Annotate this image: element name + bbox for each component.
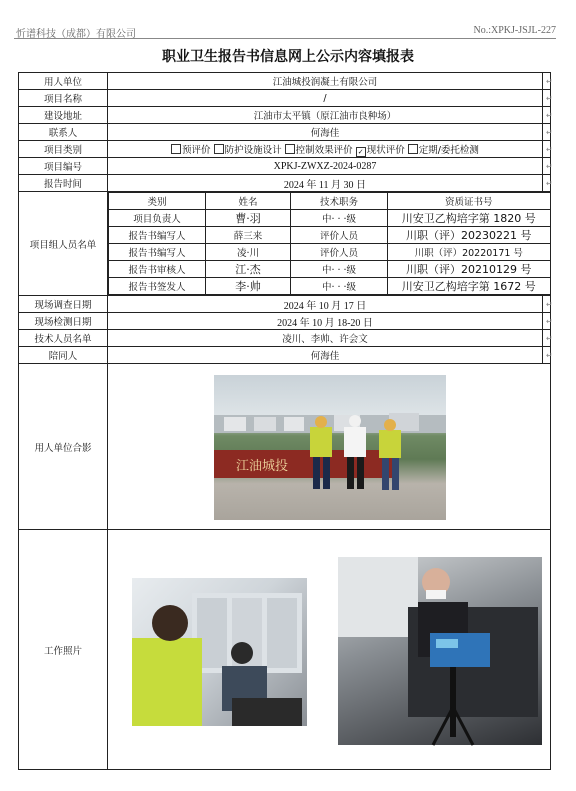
label-work-photo: 工作照片 — [19, 530, 108, 770]
group-photo — [214, 375, 446, 520]
value-escort: 何海佳 — [108, 347, 543, 364]
cell-mark: ↵ — [543, 90, 551, 107]
row-technicians — [19, 330, 551, 347]
staff-title: 评价人员 — [291, 227, 388, 244]
staff-role: 报告书编写人 — [109, 244, 206, 261]
label-employer: 用人单位 — [19, 73, 108, 90]
label-technicians: 技术人员名单 — [19, 330, 108, 347]
category-option[interactable]: ✓ 现状评价 — [356, 145, 405, 156]
row-project-name — [19, 90, 551, 107]
cell-mark: ↵ — [543, 73, 551, 90]
label-group-photo: 用人单位合影 — [19, 364, 108, 530]
staff-row — [109, 244, 551, 261]
label-project-name: 项目名称 — [19, 90, 108, 107]
staff-table — [108, 192, 551, 295]
cell-mark: ↵ — [543, 158, 551, 175]
staff-cert: 川职（评）20210129 号 — [388, 261, 551, 278]
cell-mark: ↵ — [543, 296, 551, 313]
checkbox-icon — [214, 144, 224, 154]
staff-name: 凌·川 — [206, 244, 291, 261]
staff-header: 资质证书号 — [388, 193, 551, 210]
staff-cert: 川安卫乙构培字第 1820 号 — [388, 210, 551, 227]
photo-sign-text: 江油城投 — [236, 459, 289, 474]
checkbox-icon — [408, 144, 418, 154]
row-test-date — [19, 313, 551, 330]
staff-row — [109, 278, 551, 295]
label-escort: 陪同人 — [19, 347, 108, 364]
row-employer — [19, 73, 551, 90]
row-survey-date — [19, 296, 551, 313]
cell-mark: ↵ — [543, 347, 551, 364]
staff-row — [109, 261, 551, 278]
value-test-date: 2024 年 10 月 18-20 日 — [108, 313, 543, 330]
value-project-name: / — [108, 90, 543, 107]
staff-name: 薛三来 — [206, 227, 291, 244]
staff-cert: 川职（评）20230221 号 — [388, 227, 551, 244]
cell-mark: ↵ — [543, 124, 551, 141]
row-escort — [19, 347, 551, 364]
cell-mark: ↵ — [543, 313, 551, 330]
staff-role: 报告书签发人 — [109, 278, 206, 295]
row-address — [19, 107, 551, 124]
work-photo-office — [132, 578, 307, 726]
label-category: 项目类别 — [19, 141, 108, 158]
category-option[interactable]: 预评价 — [171, 145, 211, 156]
label-survey-date: 现场调查日期 — [19, 296, 108, 313]
staff-name: 曹·羽 — [206, 210, 291, 227]
staff-row — [109, 227, 551, 244]
category-option[interactable]: 定期/委托检测 — [408, 145, 479, 156]
work-photo-office-scene — [132, 578, 307, 726]
cell-mark: ↵ — [543, 141, 551, 158]
staff-role: 报告书编写人 — [109, 227, 206, 244]
staff-cert: 川安卫乙构培字第 1672 号 — [388, 278, 551, 295]
label-project-no: 项目编号 — [19, 158, 108, 175]
work-photo-vehicle-scene — [338, 557, 542, 745]
label-report-time: 报告时间 — [19, 175, 108, 192]
value-category — [108, 141, 543, 158]
staff-cert: 川职（评）20220171 号 — [388, 244, 551, 261]
cell-mark: ↵ — [543, 330, 551, 347]
staff-name: 李·帅 — [206, 278, 291, 295]
staff-role: 报告书审核人 — [109, 261, 206, 278]
value-survey-date: 2024 年 10 月 17 日 — [108, 296, 543, 313]
staff-title: 中· · ·级 — [291, 278, 388, 295]
checked-box-icon: ✓ — [356, 147, 366, 157]
staff-role: 项目负责人 — [109, 210, 206, 227]
header-divider — [14, 38, 556, 39]
staff-title: 评价人员 — [291, 244, 388, 261]
work-photo-vehicle — [338, 557, 542, 745]
staff-row — [109, 210, 551, 227]
checkbox-icon — [171, 144, 181, 154]
cell-mark: ↵ — [543, 107, 551, 124]
value-employer: 江油城投润凝土有限公司 — [108, 73, 543, 90]
row-category — [19, 141, 551, 158]
company-header: 忻谱科技（成都）有限公司 — [16, 29, 136, 40]
page-title: 职业卫生报告书信息网上公示内容填报表 — [162, 49, 414, 65]
label-staff: 项目组人员名单 — [19, 192, 108, 296]
staff-header: 类别 — [109, 193, 206, 210]
category-option[interactable]: 控制效果评价 — [285, 145, 353, 156]
value-address: 江油市太平镇（原江油市良种场） — [108, 107, 543, 124]
staff-name: 江·杰 — [206, 261, 291, 278]
row-report-time — [19, 175, 551, 192]
staff-header: 姓名 — [206, 193, 291, 210]
staff-title: 中· · ·级 — [291, 210, 388, 227]
staff-header: 技术职务 — [291, 193, 388, 210]
value-contact: 何海佳 — [108, 124, 543, 141]
label-test-date: 现场检测日期 — [19, 313, 108, 330]
label-contact: 联系人 — [19, 124, 108, 141]
row-contact — [19, 124, 551, 141]
value-report-time: 2024 年 11 月 30 日 — [108, 175, 543, 192]
group-photo-scene — [214, 375, 446, 520]
staff-title: 中· · ·级 — [291, 261, 388, 278]
staff-header-row — [109, 193, 551, 210]
value-technicians: 凌川、李帅、许会文 — [108, 330, 543, 347]
checkbox-icon — [285, 144, 295, 154]
row-staff — [19, 192, 551, 296]
row-project-no — [19, 158, 551, 175]
document-number: No.:XPKJ-JSJL-227 — [473, 25, 556, 36]
cell-mark: ↵ — [543, 175, 551, 192]
category-option[interactable]: 防护设施设计 — [214, 145, 282, 156]
value-project-no: XPKJ-ZWXZ-2024-0287 — [108, 158, 543, 175]
label-address: 建设地址 — [19, 107, 108, 124]
